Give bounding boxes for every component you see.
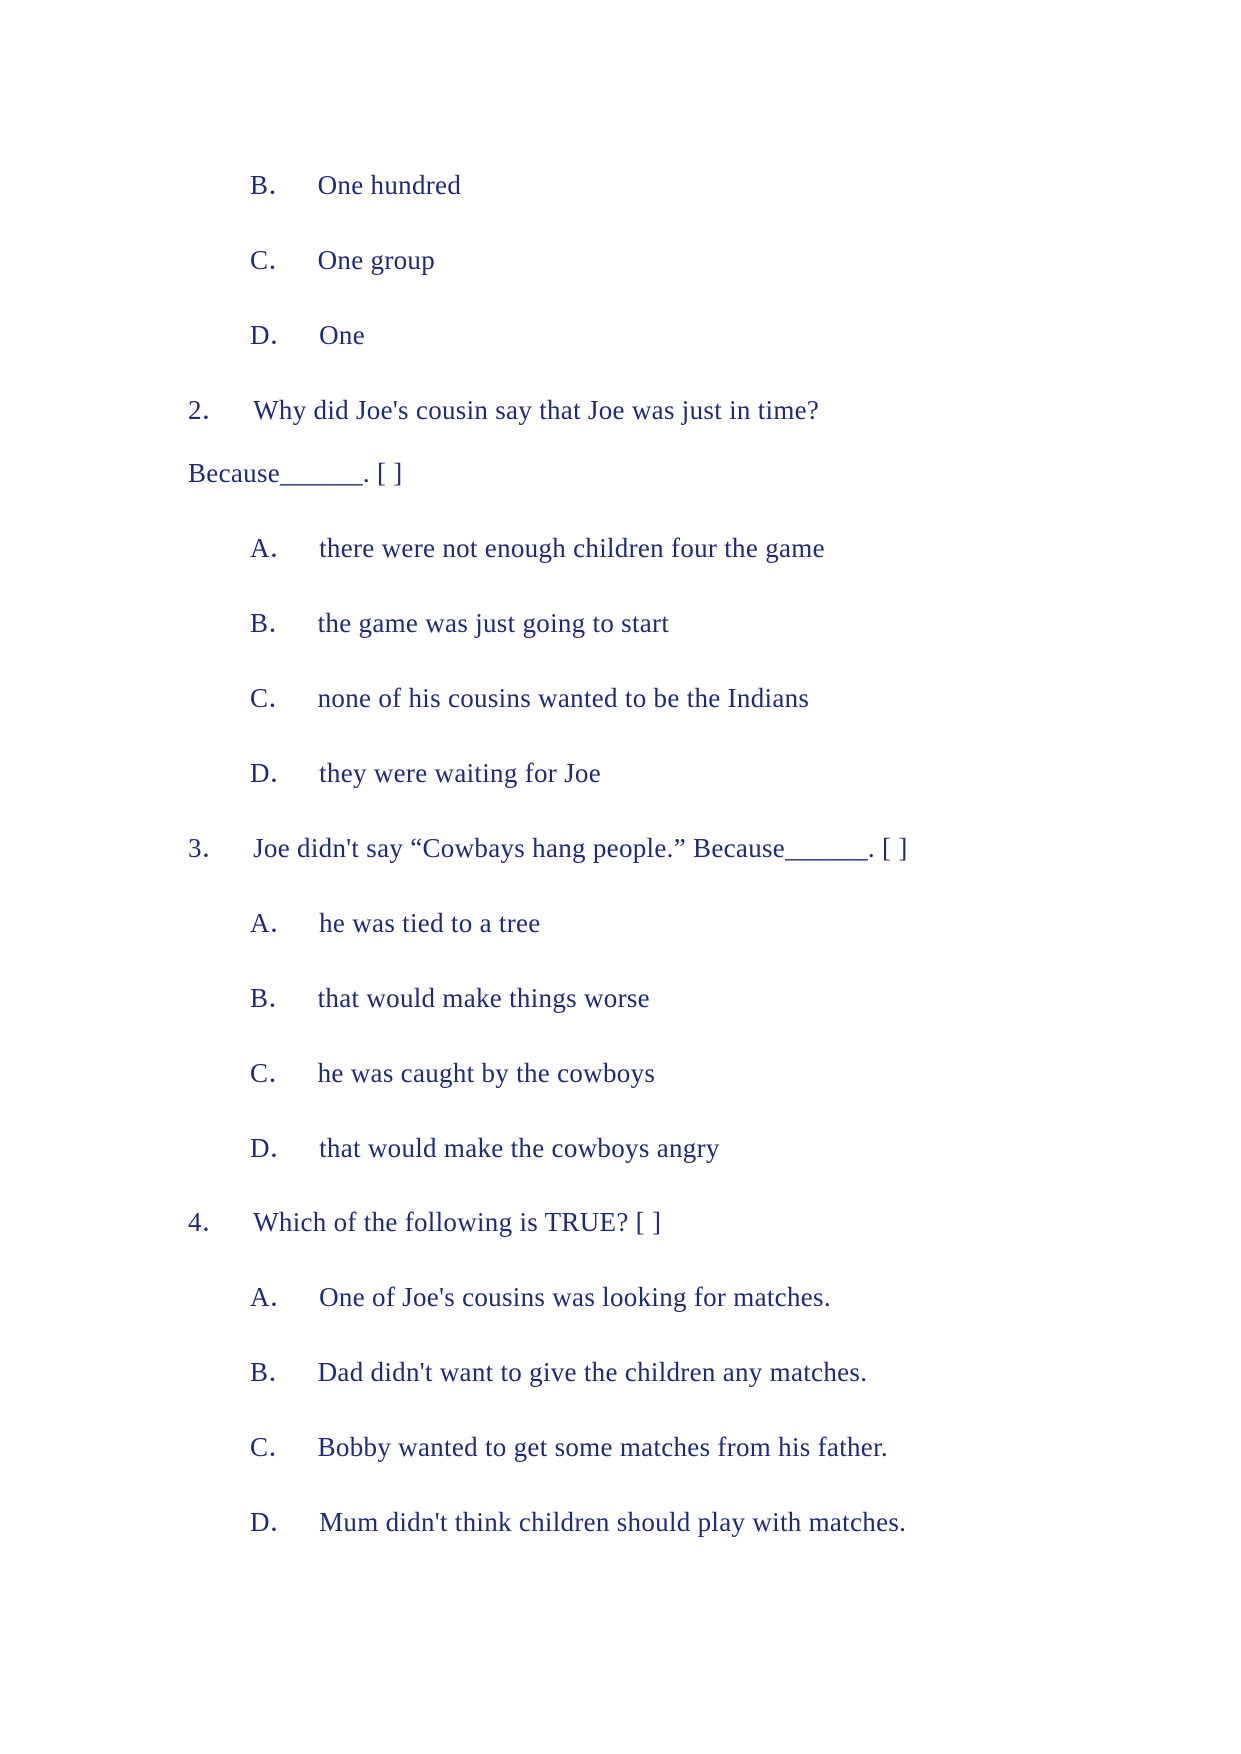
question-text: Which of the following is TRUE? [ ] xyxy=(253,1207,662,1237)
question-4-option-b xyxy=(250,1355,867,1389)
option-letter: D． xyxy=(250,758,298,788)
question-text: Joe didn't say “Cowbays hang people.” Because______. [ ] xyxy=(253,833,908,863)
question-2-stem xyxy=(188,393,819,427)
question-number: 3． xyxy=(188,833,230,863)
question-2-option-a xyxy=(250,531,825,565)
option-b-prev xyxy=(250,168,461,202)
question-2-stem-continued xyxy=(188,456,403,490)
question-3-option-d xyxy=(250,1131,720,1165)
option-letter: C． xyxy=(250,245,296,275)
option-letter: B． xyxy=(250,608,296,638)
option-text: One xyxy=(319,320,365,350)
option-letter: B． xyxy=(250,170,296,200)
option-letter: A． xyxy=(250,1282,298,1312)
question-3-option-a xyxy=(250,906,541,940)
option-text: he was tied to a tree xyxy=(319,908,541,938)
option-text: they were waiting for Joe xyxy=(319,758,602,788)
option-c-prev xyxy=(250,243,435,277)
option-text: Dad didn't want to give the children any matches. xyxy=(317,1357,868,1387)
option-letter: C． xyxy=(250,683,296,713)
option-text: One group xyxy=(317,245,436,275)
question-2-option-b xyxy=(250,606,669,640)
question-4-stem xyxy=(188,1205,661,1239)
option-text: One of Joe's cousins was looking for matches. xyxy=(319,1282,831,1312)
option-text: Mum didn't think children should play with matches. xyxy=(319,1507,907,1537)
option-letter: A． xyxy=(250,908,298,938)
question-2-option-d xyxy=(250,756,601,790)
question-text-continued: Because______. [ ] xyxy=(188,458,403,488)
option-text: none of his cousins wanted to be the Indians xyxy=(317,683,810,713)
option-letter: B． xyxy=(250,983,296,1013)
question-3-option-b xyxy=(250,981,650,1015)
option-letter: D． xyxy=(250,320,298,350)
option-text: that would make the cowboys angry xyxy=(319,1133,720,1163)
question-number: 4． xyxy=(188,1207,230,1237)
option-letter: D． xyxy=(250,1507,298,1537)
question-2-option-c xyxy=(250,681,809,715)
option-text: that would make things worse xyxy=(317,983,650,1013)
option-text: he was caught by the cowboys xyxy=(317,1058,656,1088)
question-4-option-d xyxy=(250,1505,906,1539)
option-text: One hundred xyxy=(317,170,462,200)
question-3-option-c xyxy=(250,1056,655,1090)
question-4-option-c xyxy=(250,1430,888,1464)
option-letter: C． xyxy=(250,1058,296,1088)
option-letter: D． xyxy=(250,1133,298,1163)
option-letter: B． xyxy=(250,1357,296,1387)
option-text: there were not enough children four the game xyxy=(319,533,825,563)
question-text: Why did Joe's cousin say that Joe was just in time? xyxy=(253,395,820,425)
option-d-prev xyxy=(250,318,365,352)
option-text: Bobby wanted to get some matches from his father. xyxy=(317,1432,888,1462)
option-letter: A． xyxy=(250,533,298,563)
option-text: the game was just going to start xyxy=(317,608,670,638)
question-4-option-a xyxy=(250,1280,831,1314)
question-number: 2． xyxy=(188,395,230,425)
option-letter: C． xyxy=(250,1432,296,1462)
question-3-stem xyxy=(188,831,908,865)
